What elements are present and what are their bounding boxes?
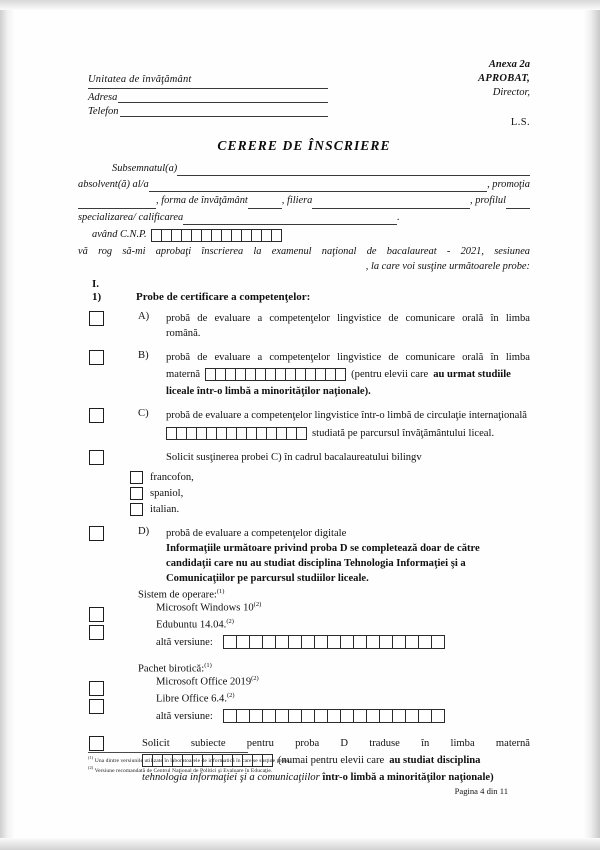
form-cell[interactable] <box>314 635 328 649</box>
form-cell[interactable] <box>288 709 302 723</box>
checkbox-translate-subjects[interactable] <box>89 736 104 751</box>
form-cell[interactable] <box>353 635 367 649</box>
bilingual-block <box>78 450 530 465</box>
office-heading <box>78 662 530 675</box>
checkbox-italian[interactable] <box>130 503 143 516</box>
office-option-msoffice-footnote-marker: (2) <box>251 675 259 683</box>
os-option-edubuntu-footnote-marker: (2) <box>226 617 234 625</box>
checkbox-proba-a[interactable] <box>89 311 104 326</box>
form-cell[interactable] <box>288 635 302 649</box>
form-cell[interactable] <box>340 635 354 649</box>
page-edge-shadow-right <box>584 0 600 850</box>
os-other-version-label: altă versiune: <box>156 636 213 648</box>
office-option-libreoffice-label: Libre Office 6.4. <box>156 693 227 705</box>
item-c-language-row <box>166 426 530 441</box>
checkbox-francofon[interactable] <box>130 471 143 484</box>
office-option-msoffice-label: Microsoft Office 2019 <box>156 676 252 688</box>
footnote-2-marker: (2) <box>88 765 94 771</box>
footnote-separator <box>88 752 248 753</box>
os-option-edubuntu-label: Edubuntu 14.04. <box>156 619 227 631</box>
office-heading-label: Pachet birotică: <box>138 663 205 675</box>
item-d-notice-line2: candidaţii care nu au studiat disciplina Tehnologia Informaţiei şi a <box>166 557 466 569</box>
absolvent-label: absolvent(ă) al/a <box>78 179 149 191</box>
form-cell[interactable] <box>405 635 419 649</box>
form-cell[interactable] <box>379 709 393 723</box>
item-d-title: probă de evaluare a competenţelor digitale <box>166 527 347 539</box>
bacalaureat-request-line: vă rog să-mi aprobaţi înscrierea la examenul naţional de bacalaureat - 2021, sesiunea <box>78 245 530 257</box>
checkbox-proba-d[interactable] <box>89 526 104 541</box>
form-cell[interactable] <box>223 635 237 649</box>
form-cell[interactable] <box>353 709 367 723</box>
item-b-letter: B) <box>138 350 149 362</box>
checkbox-proba-c[interactable] <box>89 408 104 423</box>
checkbox-msoffice2019[interactable] <box>89 681 104 696</box>
section-heading-row <box>78 291 530 303</box>
specializare-label: specializarea/ calificarea <box>78 211 184 223</box>
filiera-fill-line[interactable] <box>312 199 470 209</box>
item-d-body <box>166 526 530 586</box>
label-francofon: francofon, <box>150 471 194 483</box>
form-cell[interactable] <box>275 635 289 649</box>
school-identification-block <box>88 74 328 117</box>
approval-block <box>478 58 530 129</box>
item-c-after-cells: studiată pe parcursul învăţământului liceal. <box>312 427 495 439</box>
form-cell[interactable] <box>249 709 263 723</box>
promotia-fill-line[interactable] <box>78 199 156 209</box>
translate-bold-line: într-o limbă a minorităţilor naţionale) <box>322 771 494 783</box>
item-d-letter: D) <box>138 525 150 537</box>
item-c-text-line1: probă de evaluare a competenţelor lingvistice într-o limbă de circulaţie internaţională <box>166 410 527 422</box>
applicant-intro-block <box>78 161 530 274</box>
forma-filiera-profil-row <box>78 193 530 208</box>
form-cell[interactable] <box>249 635 263 649</box>
operating-system-block <box>78 588 530 654</box>
phone-row <box>88 106 328 117</box>
specializare-row <box>78 210 530 225</box>
office-other-version-label: altă versiune: <box>156 710 213 722</box>
cnp-cells[interactable] <box>151 229 282 242</box>
item-b-materna-label: maternă <box>166 369 201 381</box>
item-d-notice-line1: Informaţiile următoare privind proba D se completează doar de către <box>166 542 480 554</box>
bilingual-checkbox-col <box>78 450 138 465</box>
translate-text-line1: Solicit subiecte pentru proba D traduse în limba maternă <box>142 737 530 749</box>
subsemnatul-row <box>78 161 530 176</box>
item-a-checkbox-col <box>78 311 138 341</box>
form-cell[interactable] <box>301 635 315 649</box>
checkbox-libreoffice[interactable] <box>89 699 104 714</box>
label-spaniol: spaniol, <box>150 487 184 499</box>
cnp-label: având C.N.P. <box>92 228 147 240</box>
page-title: CERERE DE ÎNSCRIERE <box>217 138 391 153</box>
address-row <box>88 92 328 103</box>
form-cell[interactable] <box>392 709 406 723</box>
form-cell[interactable] <box>418 709 432 723</box>
office-other-version-cells[interactable] <box>223 709 445 723</box>
profil-fill-line[interactable] <box>506 199 530 209</box>
address-fill-line[interactable] <box>118 93 328 103</box>
os-heading-label: Sistem de operare: <box>138 589 217 601</box>
item-c-body <box>166 408 530 440</box>
os-heading <box>78 588 530 601</box>
unit-label: Unitatea de învăţământ <box>88 74 192 85</box>
item-b-bold-tail2: liceale într-o limbă a minorităţilor naţionale). <box>166 386 371 398</box>
subsemnatul-label: Subsemnatul(a) <box>112 163 178 174</box>
translate-bold-tail: au studiat disciplina <box>389 754 481 766</box>
phone-fill-line[interactable] <box>120 107 328 117</box>
section-roman-numeral: I. <box>92 278 100 291</box>
section-heading: Probe de certificare a competenţelor: <box>136 291 311 304</box>
form-cell[interactable] <box>271 229 282 242</box>
unit-fill-line[interactable] <box>88 87 328 89</box>
checkbox-spaniol[interactable] <box>130 487 143 500</box>
form-cell[interactable] <box>327 709 341 723</box>
bilingual-letter-spacer <box>138 450 166 465</box>
bilingual-option-francofon[interactable] <box>78 471 530 484</box>
approved-label: APROBAT, <box>478 72 530 84</box>
checkbox-windows10[interactable] <box>89 607 104 622</box>
form-cell[interactable] <box>275 709 289 723</box>
form-cell[interactable] <box>296 427 307 440</box>
address-label: Adresa <box>88 92 118 103</box>
form-cell[interactable] <box>431 709 445 723</box>
bilingual-body <box>166 450 530 465</box>
item-b-checkbox-col <box>78 350 138 399</box>
item-a-text-line2: română. <box>166 328 201 340</box>
form-cell[interactable] <box>236 709 250 723</box>
page-edge-shadow-bottom <box>0 838 600 850</box>
item-c-checkbox-col <box>78 408 138 440</box>
form-cell[interactable] <box>314 709 328 723</box>
profil-label: , profilul <box>470 195 506 207</box>
os-option-windows10-label: Microsoft Windows 10 <box>156 602 254 614</box>
form-cell[interactable] <box>366 635 380 649</box>
footnote-1-text: Una dintre versiunile utilizate în laboratoarele de informatică în care se susţine proba. <box>94 757 292 764</box>
absolvent-fill-line[interactable] <box>149 182 487 192</box>
office-option-libreoffice-footnote-marker: (2) <box>227 691 235 699</box>
page-footer <box>88 752 518 796</box>
subsemnatul-fill-line[interactable] <box>177 166 530 176</box>
item-a-text-line1: probă de evaluare a competenţelor lingvistice de comunicare orală în limba <box>166 313 530 325</box>
filiera-label: , filiera <box>281 195 313 207</box>
forma-label: , forma de învăţământ <box>156 195 248 207</box>
os-other-version-row <box>78 635 530 649</box>
footnote-1-marker: (1) <box>88 755 94 760</box>
page-number: Pagina 4 din 11 <box>454 785 508 796</box>
form-cell[interactable] <box>236 635 250 649</box>
office-suite-block <box>78 662 530 728</box>
form-cell[interactable] <box>335 368 346 381</box>
item-b-bold-tail1: au urmat studiile <box>433 369 511 381</box>
footnote-2-text: Versiune recomandată de Centrul Naţional de Politici şi Evaluare în Educaţie. <box>94 768 273 775</box>
form-cell[interactable] <box>431 635 445 649</box>
os-heading-footnote-marker: (1) <box>216 587 225 595</box>
os-other-version-cells[interactable] <box>223 635 445 649</box>
item-a <box>78 311 530 341</box>
office-heading-footnote-marker: (1) <box>204 661 212 669</box>
form-cell[interactable] <box>262 709 276 723</box>
bilingual-option-spaniol[interactable] <box>78 487 530 500</box>
director-label: Director, <box>492 86 530 98</box>
document-header <box>78 58 530 132</box>
checkbox-bilingual[interactable] <box>89 450 104 465</box>
office-option-libreoffice <box>78 692 530 705</box>
checkbox-edubuntu[interactable] <box>89 625 104 640</box>
page-edge-shadow-top <box>0 0 600 10</box>
item-b-body <box>166 350 530 399</box>
form-cell[interactable] <box>301 709 315 723</box>
specializare-period: . <box>397 211 400 223</box>
form-cell[interactable] <box>392 635 406 649</box>
forma-fill-line[interactable] <box>248 199 282 209</box>
footnote-2 <box>88 765 518 775</box>
translate-italic-line: tehnologia informaţiei şi a comunicaţiilor <box>142 771 320 783</box>
item-c <box>78 408 530 440</box>
absolvent-row <box>78 177 530 192</box>
os-option-windows10 <box>78 601 530 614</box>
form-cell[interactable] <box>340 709 354 723</box>
item-b-text-line1: probă de evaluare a competenţelor lingvistice de comunicare orală în limba <box>166 352 530 364</box>
item-b <box>78 350 530 399</box>
item-d <box>78 526 530 586</box>
promotia-label: , promoţia <box>487 179 530 191</box>
phone-label: Telefon <box>88 106 119 117</box>
form-cell[interactable] <box>418 635 432 649</box>
item-d-checkbox-col <box>78 526 138 586</box>
label-italian: italian. <box>150 503 180 515</box>
specializare-fill-line[interactable] <box>183 215 397 225</box>
checkbox-proba-b[interactable] <box>89 350 104 365</box>
annex-label: Anexa 2a <box>488 59 530 70</box>
translate-after-cells: (numai pentru elevii care <box>278 754 385 766</box>
form-cell[interactable] <box>379 635 393 649</box>
item-b-language-cells[interactable] <box>205 368 346 381</box>
cnp-row <box>78 227 530 242</box>
item-c-letter: C) <box>138 408 149 420</box>
bilingual-option-italian[interactable] <box>78 503 530 516</box>
form-cell[interactable] <box>327 635 341 649</box>
sesiune-tail-label: , la care voi susţine următoarele probe: <box>365 261 530 273</box>
form-cell[interactable] <box>223 709 237 723</box>
page-edge-shadow-left <box>0 0 14 850</box>
office-other-version-row <box>78 709 530 723</box>
document-content <box>78 58 530 794</box>
item-a-body <box>166 311 530 341</box>
form-cell[interactable] <box>262 635 276 649</box>
form-cell[interactable] <box>405 709 419 723</box>
section-number: 1) <box>92 291 102 304</box>
item-d-notice-line3: Comunicaţiilor pe parcursul studiilor liceale. <box>166 572 369 584</box>
item-a-letter: A) <box>138 311 150 323</box>
os-option-windows10-footnote-marker: (2) <box>253 601 262 609</box>
sesiune-row <box>78 259 530 274</box>
item-b-materna-row <box>166 367 530 382</box>
item-c-language-cells[interactable] <box>166 427 307 440</box>
os-option-edubuntu <box>78 618 530 631</box>
seal-label: L.S. <box>510 116 530 128</box>
item-b-after-cells: (pentru elevii care <box>351 369 429 381</box>
footnote-1 <box>88 755 518 765</box>
form-cell[interactable] <box>366 709 380 723</box>
office-option-msoffice <box>78 675 530 688</box>
bilingual-text: Solicit susţinerea probei C) în cadrul bacalaureatului bilingv <box>166 451 422 463</box>
